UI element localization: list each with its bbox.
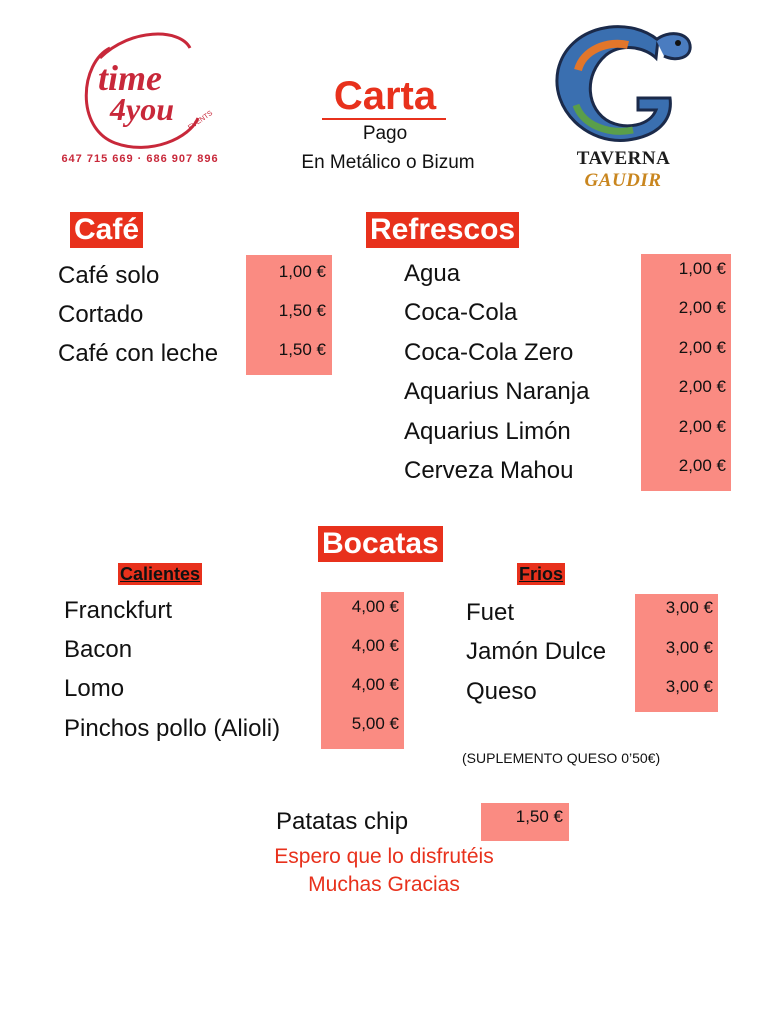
menu-item-name: Café solo (58, 262, 160, 289)
menu-item-price: 2,00 € (678, 417, 726, 436)
section-heading-refrescos: Refrescos (366, 212, 519, 248)
phone-numbers: 647 715 669 · 686 907 896 (61, 153, 219, 165)
menu-item-name: Café con leche (58, 340, 219, 367)
section-heading-cafe: Café (70, 212, 143, 248)
menu-item-name: Bacon (64, 636, 133, 663)
svg-text:time: time (98, 58, 162, 98)
menu-item-price: 3,00 € (665, 598, 713, 617)
menu-item-name: Coca-Cola (404, 299, 518, 326)
section-heading-bocatas: Bocatas (318, 526, 443, 562)
menu-item-name: Cortado (58, 301, 144, 328)
menu-item-name: Agua (404, 260, 461, 287)
menu-item-name: Coca-Cola Zero (404, 339, 574, 366)
footer-thanks: Muchas Gracias (308, 873, 460, 896)
menu-item-name: Patatas chip (276, 808, 409, 835)
menu-item-price: 1,50 € (278, 301, 326, 320)
menu-item-name: Franckfurt (64, 597, 173, 624)
svg-text:4you: 4you (110, 91, 174, 127)
cheese-supplement-note: (SUPLEMENTO QUESO 0’50€) (462, 750, 661, 766)
menu-item-price: 4,00 € (351, 636, 399, 655)
footer-message: Espero que lo disfrutéis (274, 845, 494, 868)
menu-item-price: 2,00 € (678, 377, 726, 396)
menu-item-name: Lomo (64, 675, 125, 702)
menu-item-price: 1,00 € (278, 262, 326, 281)
taverna-gaudir-mosaic-logo (538, 10, 708, 160)
menu-item-price: 2,00 € (678, 298, 726, 317)
payment-label: Pago (362, 123, 408, 144)
menu-item-price: 3,00 € (665, 638, 713, 657)
menu-item-price: 1,50 € (278, 340, 326, 359)
subheading-frios: Frios (519, 564, 564, 584)
menu-item-name: Cerveza Mahou (404, 457, 574, 484)
gaudir-word: GAUDIR (584, 170, 662, 191)
menu-item-name: Aquarius Limón (404, 418, 571, 445)
title-underline (322, 118, 446, 120)
menu-item-price: 5,00 € (351, 714, 399, 733)
menu-item-price: 2,00 € (678, 338, 726, 357)
menu-item-name: Pinchos pollo (Alioli) (64, 715, 281, 742)
menu-item-price: 3,00 € (665, 677, 713, 696)
page-title: Carta (333, 74, 437, 118)
svg-text:EVENTS: EVENTS (187, 109, 215, 132)
menu-item-price: 1,00 € (678, 259, 726, 278)
taverna-word: TAVERNA (576, 148, 670, 169)
menu-item-price: 1,50 € (515, 807, 563, 826)
menu-item-price: 2,00 € (678, 456, 726, 475)
subheading-calientes: Calientes (120, 564, 201, 584)
taverna-gaudir-wordmark (538, 148, 708, 192)
menu-item-price: 4,00 € (351, 675, 399, 694)
menu-item-price: 4,00 € (351, 597, 399, 616)
menu-item-name: Queso (466, 678, 537, 705)
menu-item-name: Fuet (466, 599, 515, 626)
menu-item-name: Aquarius Naranja (404, 378, 590, 405)
menu-item-name: Jamón Dulce (466, 638, 607, 665)
payment-methods: En Metálico o Bizum (301, 152, 475, 173)
